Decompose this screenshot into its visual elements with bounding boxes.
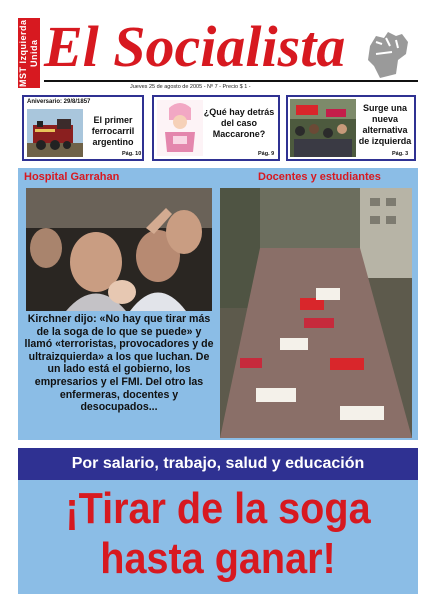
- cartoon-figure-illustration: [157, 100, 203, 156]
- rally-photo: [290, 99, 356, 157]
- masthead-rule: [44, 80, 418, 82]
- headline-line-2: hasta ganar!: [100, 534, 336, 583]
- hospital-protest-photo: [26, 188, 212, 311]
- kirchner-quote: Kirchner dijo: «No hay que tirar más de la soga de lo que se puede» y llamó «terroristas, provocadores y de ultraizquierda» a los que luchan. De un lado está el gobierno, los empresarios y el FMI. Del otro las enfermeras, docentes y desocupados...: [24, 313, 214, 414]
- masthead-title: El Socialista: [44, 14, 346, 79]
- teaser-text: El primer ferrocarril argentino: [91, 115, 135, 147]
- teachers-march-photo: [220, 188, 412, 438]
- teaser-page: Pág. 3: [392, 151, 409, 157]
- issue-date-line: Jueves 25 de agosto de 2005 - Nº 7 - Precio $ 1 -: [130, 84, 251, 90]
- teaser-page: Pág. 9: [258, 151, 275, 157]
- teaser-kicker: Aniversario: 29/8/1857: [27, 99, 91, 105]
- teaser-text: ¿Qué hay detrás del caso Maccarone?: [203, 107, 275, 139]
- section-heading-garrahan: Hospital Garrahan: [24, 171, 120, 183]
- teaser-alternativa[interactable]: [286, 95, 416, 161]
- teaser-maccarone[interactable]: [152, 95, 280, 161]
- masthead-side-label: MST Izquierda Unida: [18, 19, 39, 87]
- headline-line-1: ¡Tirar de la soga: [65, 484, 371, 533]
- slogan-band: Por salario, trabajo, salud y educación: [18, 448, 418, 480]
- train-photo: [27, 109, 83, 157]
- teaser-ferrocarril[interactable]: [22, 95, 144, 161]
- main-headline: [38, 484, 398, 584]
- raised-fist-icon: [362, 30, 410, 82]
- section-heading-docentes: Docentes y estudiantes: [258, 171, 381, 183]
- teaser-page: Pág. 10: [122, 151, 142, 157]
- teaser-text: Surge una nueva alternativa de izquierda: [358, 103, 412, 146]
